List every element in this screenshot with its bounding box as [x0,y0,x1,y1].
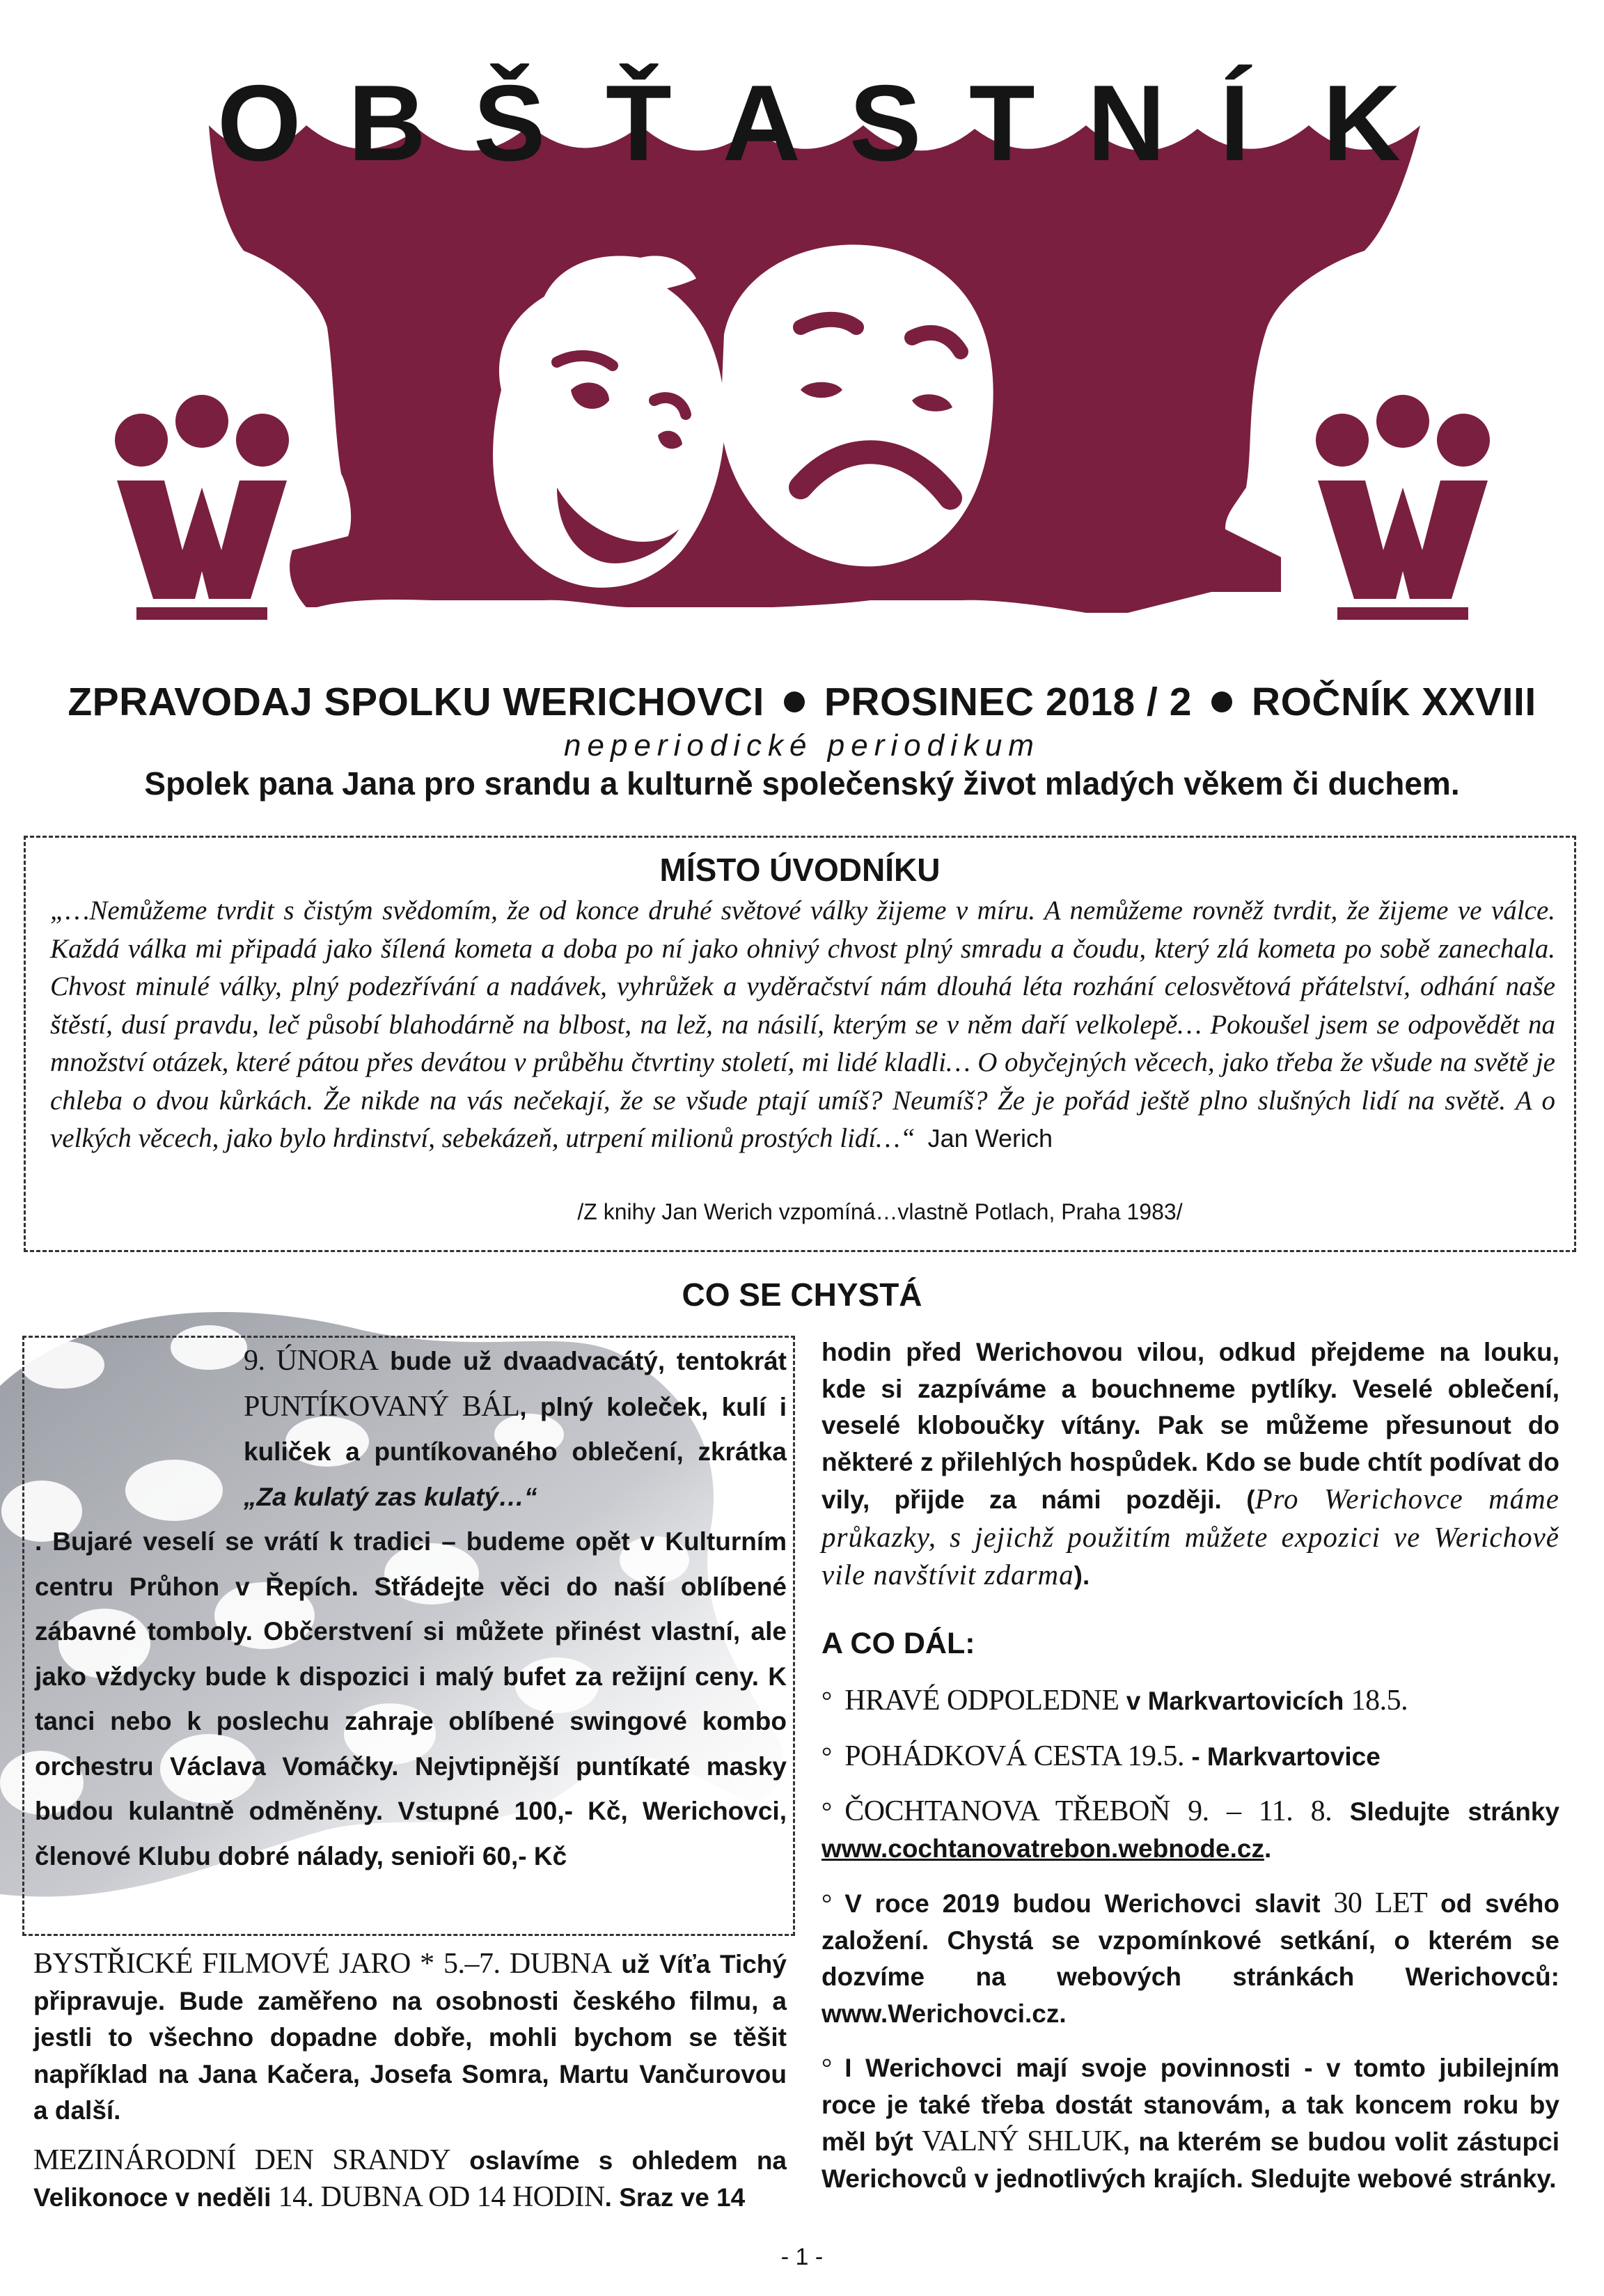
event-item [821,1738,1559,1776]
event-name: HRAVÉ ODPOLEDNE [844,1685,1119,1717]
fun-day-title: MEZINÁRODNÍ DEN SRANDY [33,2143,451,2176]
issue-line [0,679,1604,725]
title-letter: T [969,63,1035,183]
more-events-title: A CO DÁL: [821,1626,975,1660]
ball-details: . Bujaré veselí se vrátí k tradici – budeme opět v Kulturním centru Průhon v Řepích. Střádejte věci do naší oblíbené zábavné tomboly. Občerstvení si můžete přinést vlastní, ale jako vždycky bude k dispozici i malý bufet za režijní ceny. K tanci nebo k poslechu zahraje oblíbené swingové kombo orchestru Václava Vomáčky. Nejvtipnější puntíkaté masky budou kulantně odměněny. Vstupné 100,- Kč, Werichovci, členové Klubu dobré nálady, senioři 60,- Kč [35,1527,787,1871]
title-letter: A [723,63,801,183]
event-date: 19.5. [1120,1740,1185,1772]
ball-motto: „Za kulatý zas kulatý…“ [244,1482,537,1511]
bullet-icon: ° [821,1687,833,1716]
anniversary-years: 30 LET [1333,1887,1428,1919]
title-letter: O [217,63,301,183]
film-festival-paragraph [33,1946,787,2130]
left-column-lower [33,1946,787,2229]
meeting-name: VALNÝ SHLUK [922,2125,1123,2157]
event-place: - Markvartovice [1184,1742,1381,1771]
tagline: Spolek pana Jana pro srandu a kulturně společenský život mladých věkem či duchem. [144,765,1460,802]
event-date: 9. – 11. 8. [1170,1795,1332,1827]
anniversary-text: od svého založení. Chystá se vzpomínkové setkání, o kterém se dozvíme na webových stránkách Werichovců: www.Werichovci.cz. [821,1889,1559,2028]
intro-source: /Z knihy Jan Werich vzpomíná…vlastně Potlach, Praha 1983/ [577,1199,1183,1224]
ball-lead [244,1338,787,1520]
event-place: v Markvartovicích [1119,1687,1351,1715]
bullet-icon: ° [821,1797,833,1827]
title-letter: Í [1220,63,1250,183]
event-item [821,1682,1559,1720]
bullet-dot-icon [784,692,805,712]
title-letter: K [1323,63,1401,183]
section-title: CO SE CHYSTÁ [682,1276,922,1313]
title-letter: B [348,63,426,183]
bullet-dot-icon [1211,692,1232,712]
event-name: ČOCHTANOVA TŘEBOŇ [844,1795,1170,1827]
issue-date: PROSINEC 2018 / 2 [824,680,1192,724]
ball-date: 9. ÚNORA [244,1345,379,1377]
cochtanova-link[interactable]: www.cochtanovatrebon.webnode.cz [821,1834,1264,1863]
bullet-icon: ° [821,2054,833,2083]
bullet-icon: ° [821,1889,833,1919]
anniversary-paragraph [821,1885,1559,2032]
bullet-icon: ° [821,1742,833,1772]
ball-announcement [35,1338,787,1879]
general-meeting-paragraph [821,2050,1559,2197]
ball-text: , plný koleček, kulí i kuliček a puntíkovaného oblečení, zkrátka [244,1392,787,1466]
fun-day-date: 14. DUBNA OD 14 HODIN [278,2181,605,2213]
ball-name: PUNTÍKOVANÝ BÁL [244,1390,520,1423]
ball-text: bude už dvaadvacátý, tentokrát [390,1347,787,1375]
werichovci-w-logo [1316,395,1490,620]
right-column [821,1334,1559,2215]
fun-day-text: hodin před Werichovou vilou, odkud přejdeme na louku, kde si zazpíváme a bouchneme pytlíky. Veselé oblečení, veselé kloboučky vítány. Pak se můžeme přesunout do některé z přilehlých hospůdek. Kdo se bude chtít podívat do vily, přijde za námi později. ( [821,1338,1559,1514]
volume: ROČNÍK XXVIII [1251,680,1536,724]
intro-quote-text: „…Nemůžeme tvrdit s čistým svědomím, že od konce druhé světové války žijeme v míru. A nemůžeme rovněž tvrdit, že žijeme ve válce. Každá válka mi připadá jako šílená kometa a doba po ní jako ohnivý chvost plný smradu a čoudu, který zlá kometa po sobě zanechala. Chvost minulé války, plný podezřívání a nadávek, vyhrůžek a vyděračství nám dlouhá léta rozhání celosvětová přátelství, odhání naše štěstí, dusí pravdu, leč působí blahodárně na blbost, na lež, na násilí, kterým se v něm daří velkolepě… Pokoušel jsem se odpovědět na množství otázek, které pátou přes devátou v průběhu čtvrtiny století, mi lidé kladli… O obyčejných věcech, jako třeba že všude na světě je chleba o dvou kůrkách. Že nikde na vás nečekají, že se všude ptají umíš? Neumíš? Že je pořád ještě plno slušných lidí na světě. A o velkých věcech, jako bylo hrdinství, sebekázeň, utrpení milionů prostých lidí…“ [50,896,1555,1153]
page-number: - 1 - [780,2244,824,2270]
meeting-text: I Werichovci mají svoje povinnosti - v tomto jubilejním roce je také třeba dostát stanovám, a tak koncem roku by měl být [821,2054,1559,2156]
meeting-text: , na kterém se budou volit zástupci Werichovců v jednotlivých krajích. Sledujte webové stránky. [821,2127,1559,2193]
intro-title: MÍSTO ÚVODNÍKU [659,852,941,888]
event-name: POHÁDKOVÁ CESTA [844,1740,1121,1772]
fun-day-paragraph [33,2142,787,2217]
event-item [821,1793,1559,1867]
newsletter-name: ZPRAVODAJ SPOLKU WERICHOVCI [68,680,764,724]
event-text: . [1264,1834,1272,1863]
fun-day-text: ). [1074,1561,1090,1590]
title-letter: Š [473,63,546,183]
subtitle: neperiodické periodikum [564,728,1040,763]
film-festival-text: už Víťa Tichý připravuje. Bude zaměřeno na osobnosti českého filmu, a jestli to všechno dopadne dobře, mohli bychom se těšit například na Jana Kačera, Josefa Somra, Martu Vančurovou a další. [33,1950,787,2125]
werichovci-w-logo [115,395,289,620]
title-letter: N [1087,63,1165,183]
masthead [0,0,1604,648]
title-letter: Ť [606,63,672,183]
membership-card-note: Pro Werichovce máme průkazky, s jejichž použitím můžete expozici ve Werichově vile navštívit zdarma [821,1483,1559,1591]
film-festival-title: BYSTŘICKÉ FILMOVÉ JARO * 5.–7. DUBNA [33,1948,612,1980]
anniversary-text: V roce 2019 budou Werichovci slavit [844,1889,1334,1918]
event-date: 18.5. [1351,1685,1408,1717]
intro-author: Jan Werich [927,1124,1053,1153]
intro-quote [50,892,1555,1158]
title-letter: S [849,63,922,183]
fun-day-continued [821,1334,1559,1595]
event-text: Sledujte stránky [1332,1797,1559,1826]
fun-day-text: oslavíme s ohledem na Velikonoce v neděli [33,2146,787,2212]
fun-day-text: . Sraz ve 14 [604,2183,746,2212]
